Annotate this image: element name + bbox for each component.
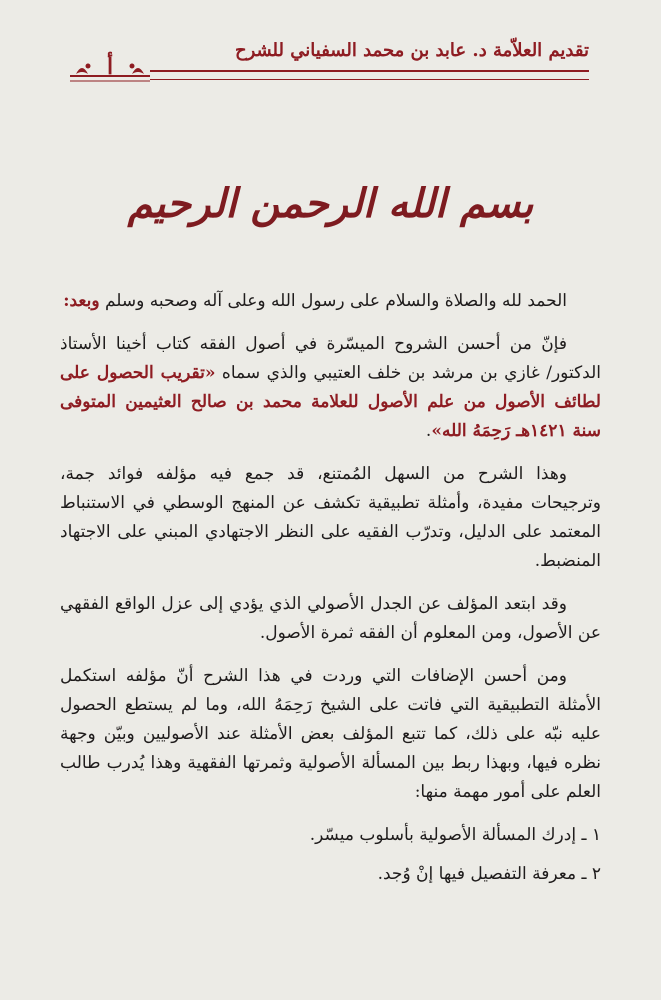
header-title: تقديم العلاّمة د. عابد بن محمد السفياني للشرح: [234, 40, 589, 61]
page-number: أ: [106, 54, 114, 80]
header-rule: [150, 70, 589, 80]
book-title: «تقريب الحصول على لطائف الأصول من علم الأصول للعلامة محمد بن صالح العثيمين المتوفى سنة ١٤٢١هـ رَحِمَهُ الله»: [60, 363, 601, 441]
basmala-calligraphy: بسم الله الرحمن الرحيم: [127, 180, 534, 227]
wabaad-label: وبعد:: [63, 291, 100, 311]
body-text: [60, 287, 601, 899]
list-item: ٢ ـ معرفة التفصيل فيها إنْ وُجد.: [377, 864, 601, 884]
intro-text: الحمد لله والصلاة والسلام على رسول الله وعلى آله وصحبه وسلم: [104, 291, 567, 311]
paragraph-3: وقد ابتعد المؤلف عن الجدل الأصولي الذي يؤدي إلى عزل الواقع الفقهي عن الأصول، ومن المعلوم أن الفقه ثمرة الأصول.: [60, 594, 601, 643]
intro-paragraph: [60, 287, 601, 316]
paragraph-1: [60, 330, 601, 446]
paragraph-4: ومن أحسن الإضافات التي وردت في هذا الشرح أنّ مؤلفه استكمل الأمثلة التطبيقية التي فاتت على الشيخ رَحِمَهُ الله، وما لم يستطع الحصول عليه نبّه على ذلك، كما تتبع المؤلف بعض الأمثلة عند الأصوليين وبيّن وجهة نظره فيها، وبهذا ربط بين المسألة الأصولية وثمرتها الفقهية وهذا يُدرب طالب العلم على أمور مهمة منها:: [60, 666, 601, 802]
paragraph-1-text: فإنّ من أحسن الشروح الميسّرة في أصول الفقه كتاب أخينا الأستاذ الدكتور/ غازي بن مرشد بن خلف العتيبي والذي سماه: [60, 334, 602, 383]
list-item: ١ ـ إدرك المسألة الأصولية بأسلوب ميسّر.: [309, 825, 601, 845]
running-header: [150, 40, 589, 80]
paragraph-1-end: .: [425, 421, 432, 441]
paragraph-2: وهذا الشرح من السهل المُمتنع، قد جمع فيه مؤلفه فوائد جمة، وترجيحات مفيدة، وأمثلة تطبيقية تكشف عن المنهج الوسطي في الاستنباط المعتمد على الدليل، وتدرّب الفقيه على النظر الاجتهادي المبني على الاجتهاد المنضبط.: [60, 464, 601, 571]
